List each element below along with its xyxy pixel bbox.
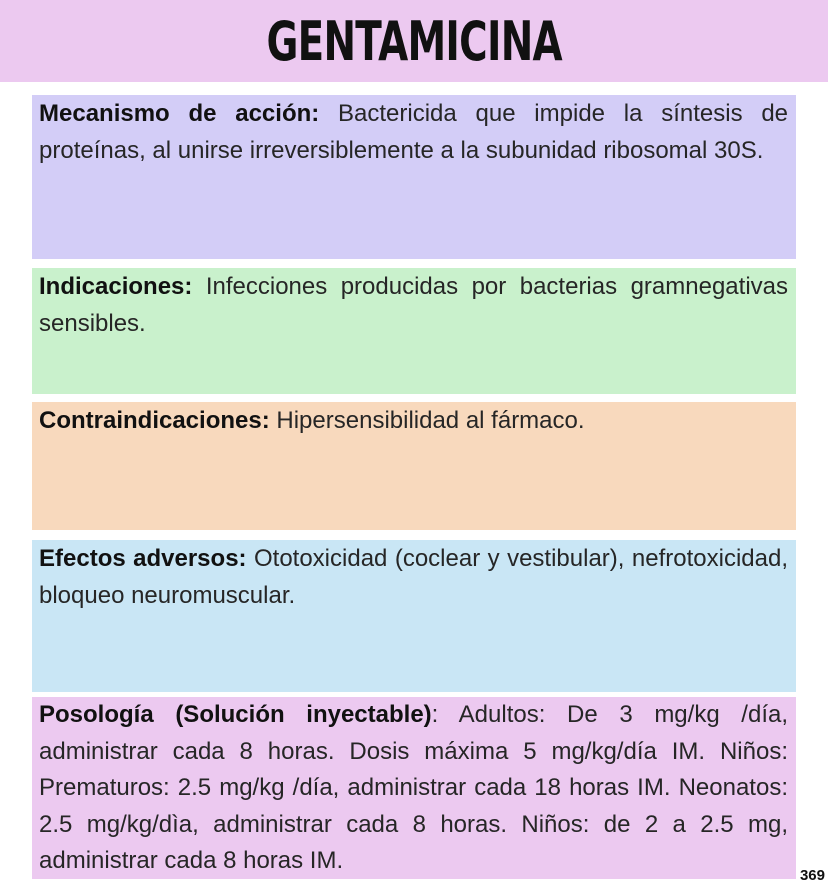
section-mecanismo-text: Bactericida que impide la síntesis de proteínas, al unirse irreversiblemente a la subunidad ribosomal 30S. <box>39 100 789 164</box>
section-mecanismo-label: Mecanismo de acción: <box>39 100 320 127</box>
section-contraindicaciones-paragraph <box>39 402 788 439</box>
section-efectos-adversos <box>32 540 796 692</box>
section-mecanismo <box>32 95 796 259</box>
section-indicaciones-paragraph <box>39 268 788 342</box>
section-mecanismo-paragraph <box>39 95 788 169</box>
section-indicaciones-label: Indicaciones: <box>39 273 193 300</box>
section-indicaciones <box>32 268 796 394</box>
section-posologia-text: : Adultos: De 3 mg/kg /día, administrar cada 8 horas. Dosis máxima 5 mg/kg/día IM. Niños: Prematuros: 2.5 mg/kg /día, administrar cada 18 horas IM. Neonatos: 2.5 mg/kg/dìa, administrar cada 8 horas. Niños: de 2 a 2.5 mg, administrar cada 8 horas IM. <box>39 701 789 874</box>
section-efectos-text: Ototoxicidad (coclear y vestibular), nefrotoxicidad, bloqueo neuromuscular. <box>39 545 788 609</box>
section-contraindicaciones-text: Hipersensibilidad al fármaco. <box>276 407 585 434</box>
page-number: 369 <box>799 867 825 884</box>
title-banner <box>0 0 828 82</box>
drug-title: GENTAMICINA <box>266 9 562 73</box>
section-efectos-label: Efectos adversos: <box>39 545 247 572</box>
section-posologia-label: Posología (Solución inyectable) <box>39 701 432 728</box>
section-posologia-paragraph <box>39 697 788 880</box>
section-indicaciones-text: Infecciones producidas por bacterias gramnegativas sensibles. <box>39 273 788 337</box>
section-efectos-paragraph <box>39 540 788 614</box>
section-posologia <box>32 697 796 879</box>
section-contraindicaciones-label: Contraindicaciones: <box>39 407 270 434</box>
section-contraindicaciones <box>32 402 796 530</box>
